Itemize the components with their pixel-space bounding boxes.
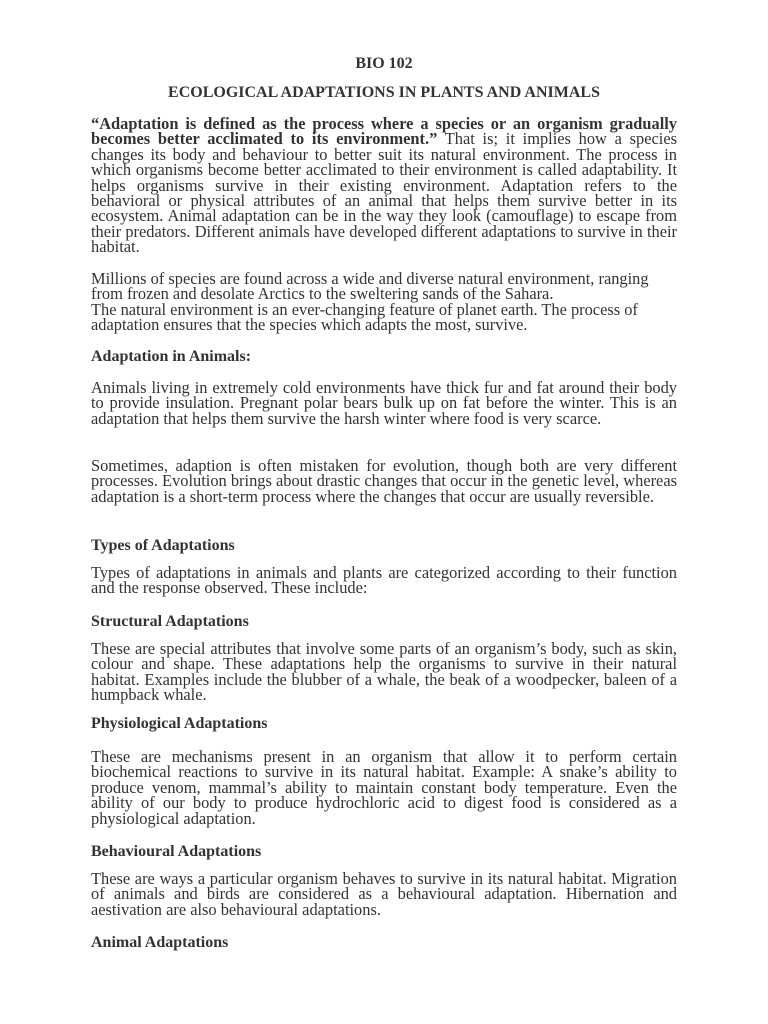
- types-paragraph: Types of adaptations in animals and plants are categorized according to their function and the response observed. These include:: [91, 563, 677, 598]
- document-title: ECOLOGICAL ADAPTATIONS IN PLANTS AND ANIMALS: [168, 84, 600, 101]
- species-paragraph: [91, 271, 677, 333]
- heading-types-of-adaptations: Types of Adaptations: [91, 537, 235, 554]
- heading-physiological-adaptations: Physiological Adaptations: [91, 715, 268, 732]
- heading-behavioural-adaptations: Behavioural Adaptations: [91, 843, 262, 860]
- structural-paragraph: These are special attributes that involve some parts of an organism’s body, such as skin, colour and shape. These adaptations help the organisms to survive in their natural habitat. Examples include the blubber of a whale, the beak of a woodpecker, baleen of a humpback whale.: [91, 639, 677, 705]
- definition-quote: “Adaptation is defined as the process where a species or an organism gradually becomes better acclimated to its environment.”: [91, 114, 677, 149]
- physiological-paragraph: These are mechanisms present in an organism that allow it to perform certain biochemical reactions to survive in its natural habitat. Example: A snake’s ability to produce venom, mammal’s ability to maintain constant body temperature. Even the ability of our body to produce hydrochloric acid to digest food is considered as a physiological adaptation.: [91, 747, 677, 828]
- cold-environment-paragraph: Animals living in extremely cold environments have thick fur and fat around their body to provide insulation. Pregnant polar bears bulk up on fat before the winter. This is an adaptation that helps them survive the harsh winter where food is very scarce.: [91, 378, 677, 428]
- species-paragraph-line2: The natural environment is an ever-changing feature of planet earth. The process of adaptation ensures that the species which adapts the most, survive.: [91, 299, 638, 335]
- evolution-paragraph: Sometimes, adaption is often mistaken for evolution, though both are very different processes. Evolution brings about drastic changes that occur in the genetic level, whereas adaptation is a short-term process where the changes that occur are usually reversible.: [91, 456, 677, 506]
- intro-paragraph: [91, 116, 677, 255]
- species-paragraph-line1: Millions of species are found across a wide and diverse natural environment, ranging from frozen and desolate Arctics to the sweltering sands of the Sahara.: [91, 269, 649, 304]
- heading-adaptation-in-animals: Adaptation in Animals:: [91, 348, 252, 365]
- course-code: BIO 102: [355, 55, 413, 72]
- heading-structural-adaptations: Structural Adaptations: [91, 613, 249, 630]
- heading-animal-adaptations: Animal Adaptations: [91, 934, 229, 951]
- behavioural-paragraph: These are ways a particular organism behaves to survive in its natural habitat. Migration of animals and birds are considered as a behavioural adaptation. Hibernation and aestivation are also behavioural adaptations.: [91, 869, 677, 919]
- intro-rest: That is; it implies how a species changes its body and behaviour to better suit its natural environment. The process in which organisms become better acclimated to their environment is called adaptability. It helps organisms survive in their existing environment. Adaptation refers to the behavioral or physical attributes of an animal that helps them survive better in its ecosystem. Animal adaptation can be in the way they look (camouflage) to escape from their predators. Different animals have developed different adaptations to survive in their habitat.: [91, 129, 677, 257]
